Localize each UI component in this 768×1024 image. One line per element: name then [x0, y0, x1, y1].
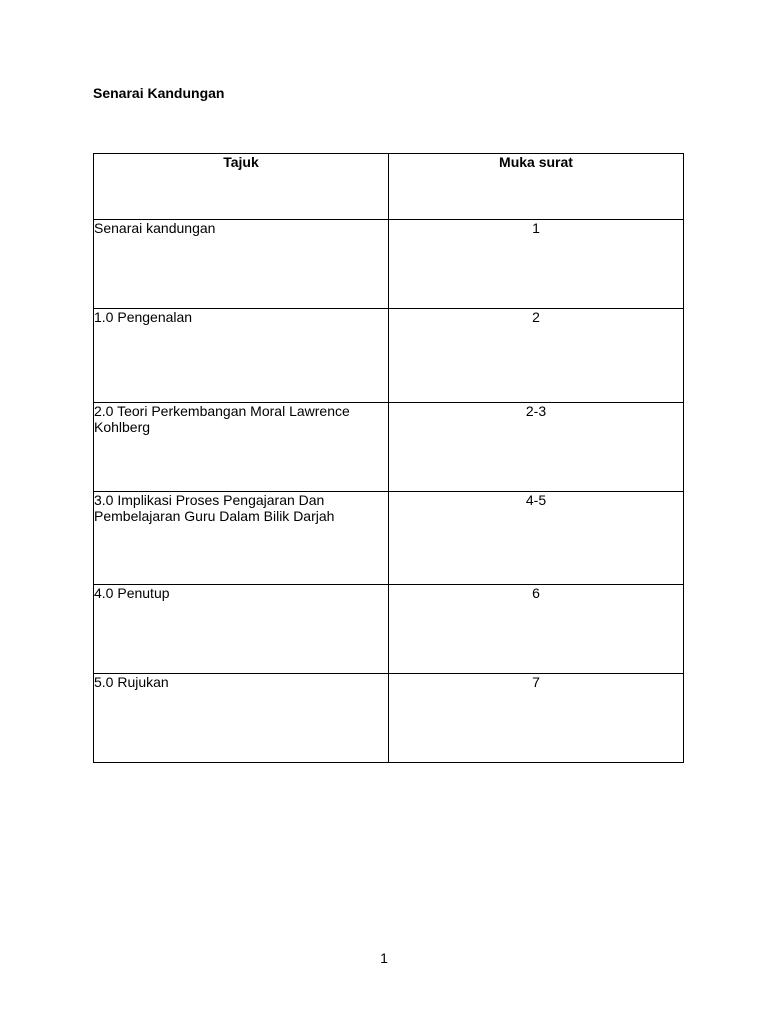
row-title: 3.0 Implikasi Proses Pengajaran Dan Pembelajaran Guru Dalam Bilik Darjah: [94, 492, 389, 585]
header-page: Muka surat: [389, 154, 684, 220]
table-row: [94, 220, 684, 309]
row-title: 1.0 Pengenalan: [94, 309, 389, 403]
table-header-row: [94, 154, 684, 220]
document-title: Senarai Kandungan: [93, 85, 225, 101]
row-page: 4-5: [389, 492, 684, 585]
table-row: [94, 309, 684, 403]
row-page: 1: [389, 220, 684, 309]
row-title: 5.0 Rujukan: [94, 674, 389, 763]
row-title: Senarai kandungan: [94, 220, 389, 309]
table-row: [94, 585, 684, 674]
header-title: Tajuk: [94, 154, 389, 220]
table-row: [94, 403, 684, 492]
table-of-contents: [93, 153, 684, 763]
row-title: 2.0 Teori Perkembangan Moral Lawrence Kohlberg: [94, 403, 389, 492]
row-page: 2-3: [389, 403, 684, 492]
page-number: 1: [380, 950, 388, 966]
row-title: 4.0 Penutup: [94, 585, 389, 674]
table-row: [94, 674, 684, 763]
row-page: 7: [389, 674, 684, 763]
row-page: 6: [389, 585, 684, 674]
row-page: 2: [389, 309, 684, 403]
table-row: [94, 492, 684, 585]
